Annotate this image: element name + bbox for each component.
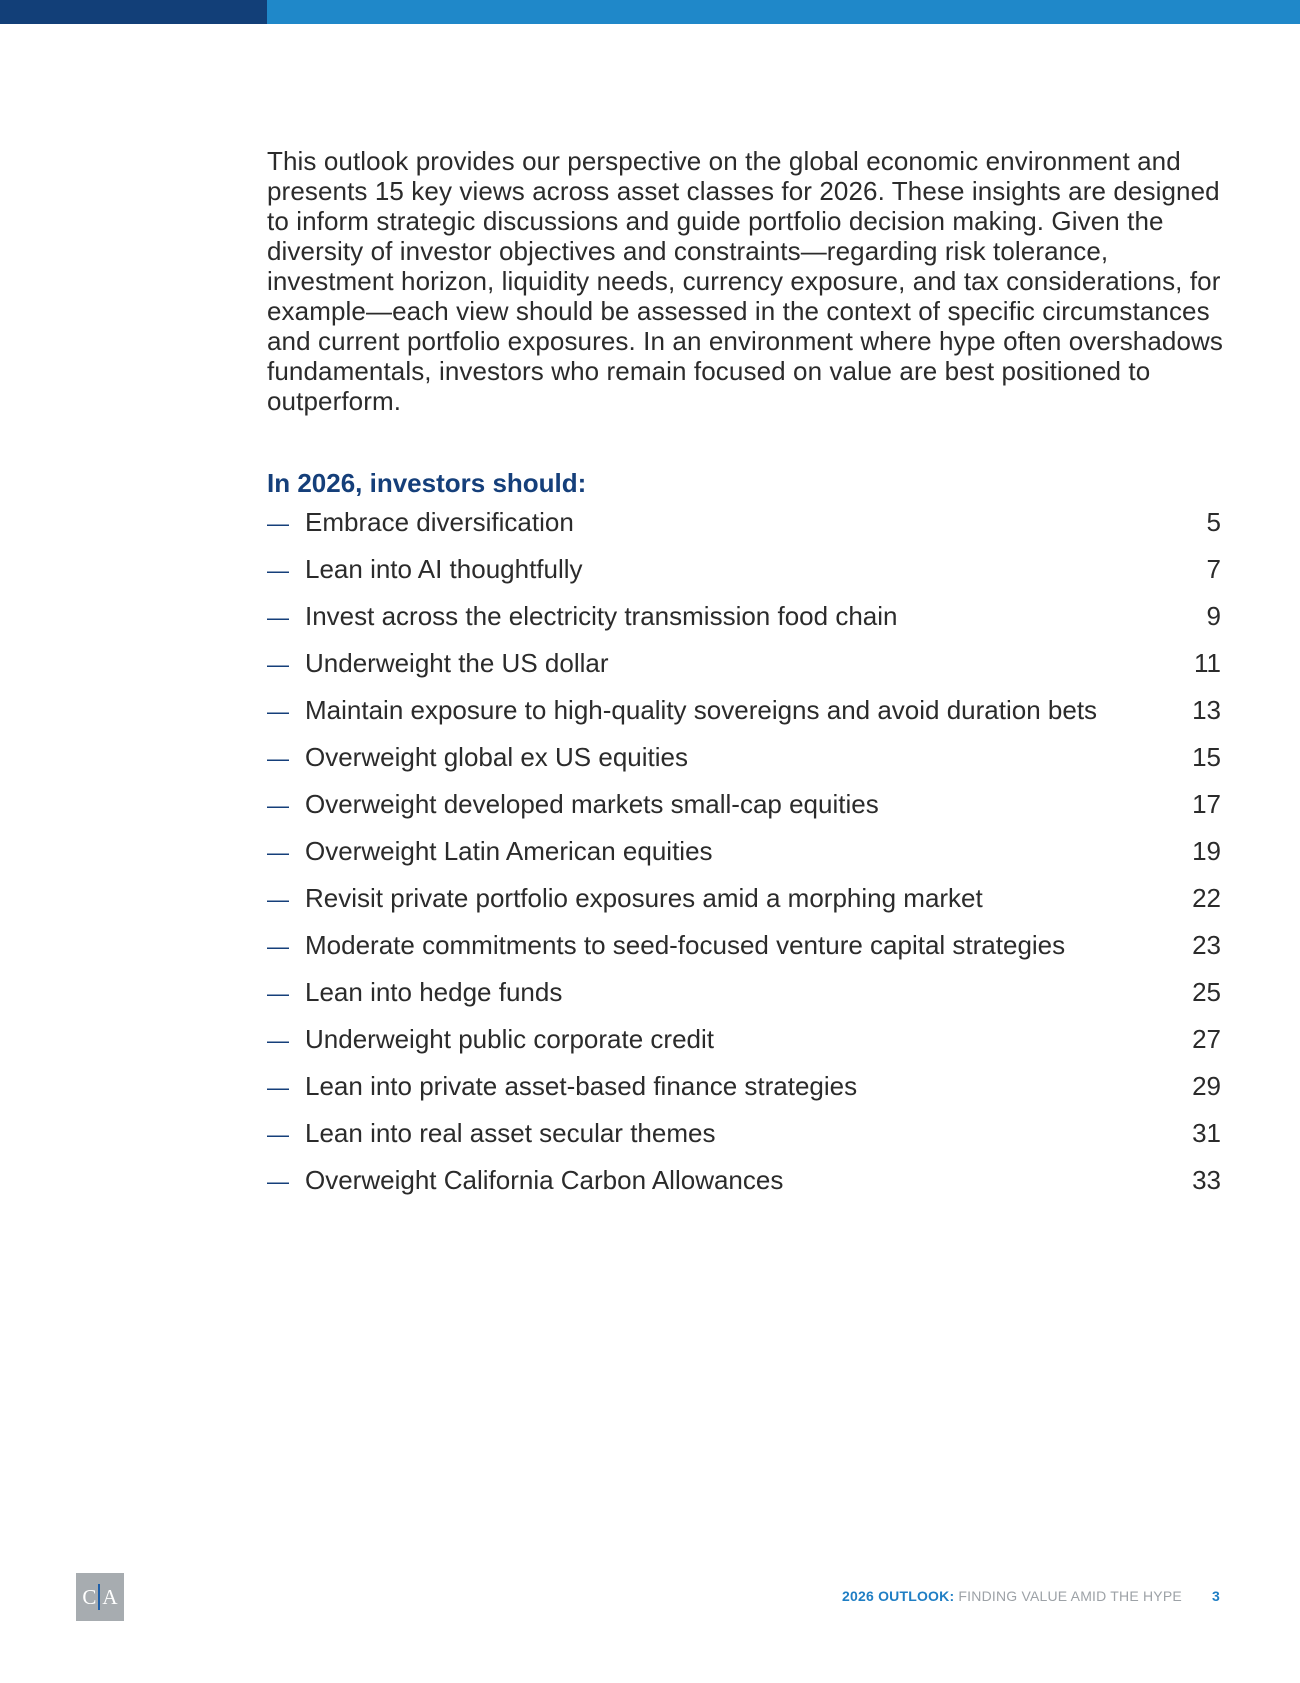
view-page-number: 9 — [1206, 601, 1221, 631]
view-page-number: 29 — [1192, 1071, 1221, 1101]
list-item[interactable] — [267, 507, 1221, 554]
header-accent-bar — [0, 0, 1300, 24]
list-item[interactable] — [267, 883, 1221, 930]
views-heading: In 2026, investors should: — [267, 468, 587, 498]
dash-bullet: — — [267, 1169, 289, 1194]
view-label: Underweight public corporate credit — [305, 1024, 714, 1054]
list-item[interactable] — [267, 1071, 1221, 1118]
list-item[interactable] — [267, 1024, 1221, 1071]
view-page-number: 7 — [1206, 554, 1221, 584]
dash-bullet: — — [267, 605, 289, 630]
dash-bullet: — — [267, 1028, 289, 1053]
view-label: Overweight Latin American equities — [305, 836, 713, 866]
key-views-list — [267, 507, 1221, 1212]
dash-bullet: — — [267, 981, 289, 1006]
dash-bullet: — — [267, 1122, 289, 1147]
list-item[interactable] — [267, 1165, 1221, 1212]
view-page-number: 5 — [1206, 507, 1221, 537]
view-page-number: 15 — [1192, 742, 1221, 772]
view-label: Underweight the US dollar — [305, 648, 609, 678]
view-label: Maintain exposure to high-quality sovereigns and avoid duration bets — [305, 695, 1098, 725]
ca-logo — [76, 1573, 124, 1621]
dash-bullet: — — [267, 1075, 289, 1100]
header-accent-bar-dark-segment — [0, 0, 267, 24]
view-page-number: 22 — [1192, 883, 1221, 913]
view-label: Overweight California Carbon Allowances — [305, 1165, 784, 1195]
list-item[interactable] — [267, 789, 1221, 836]
logo-divider — [98, 1584, 100, 1610]
view-label: Invest across the electricity transmission food chain — [305, 601, 898, 631]
view-page-number: 13 — [1192, 695, 1221, 725]
page-footer — [842, 1588, 1220, 1604]
view-label: Lean into real asset secular themes — [305, 1118, 716, 1148]
view-page-number: 27 — [1192, 1024, 1221, 1054]
dash-bullet: — — [267, 652, 289, 677]
view-page-number: 19 — [1192, 836, 1221, 866]
view-label: Moderate commitments to seed-focused venture capital strategies — [305, 930, 1066, 960]
logo-letter-right: A — [102, 1584, 118, 1609]
dash-bullet: — — [267, 934, 289, 959]
view-label: Lean into AI thoughtfully — [305, 554, 583, 584]
dash-bullet: — — [267, 511, 289, 536]
list-item[interactable] — [267, 742, 1221, 789]
intro-paragraph: This outlook provides our perspective on the global economic environment and presents 15 key views across asset classes for 2026. These insights are designed to inform strategic discussions and guide portfolio decision making. Given the diversity of investor objectives and constraints—regarding risk tolerance, investment horizon, liquidity needs, currency exposure, and tax considerations, for example—each view should be assessed in the context of specific circumstances and current portfolio exposures. In an environment where hype often overshadows fundamentals, investors who remain focused on value are best positioned to outperform. — [267, 146, 1224, 416]
view-page-number: 11 — [1194, 648, 1221, 678]
footer-subtitle: FINDING VALUE AMID THE HYPE — [958, 1588, 1182, 1604]
dash-bullet: — — [267, 887, 289, 912]
view-page-number: 25 — [1192, 977, 1221, 1007]
view-label: Lean into private asset-based finance strategies — [305, 1071, 858, 1101]
view-label: Embrace diversification — [305, 507, 574, 537]
logo-letter-left: C — [82, 1584, 97, 1609]
dash-bullet: — — [267, 793, 289, 818]
view-page-number: 17 — [1192, 789, 1221, 819]
dash-bullet: — — [267, 699, 289, 724]
dash-bullet: — — [267, 558, 289, 583]
view-label: Overweight global ex US equities — [305, 742, 688, 772]
view-label: Lean into hedge funds — [305, 977, 563, 1007]
list-item[interactable] — [267, 695, 1221, 742]
footer-brand: 2026 OUTLOOK: — [842, 1588, 955, 1604]
view-page-number: 31 — [1192, 1118, 1221, 1148]
view-page-number: 23 — [1192, 930, 1221, 960]
dash-bullet: — — [267, 840, 289, 865]
list-item[interactable] — [267, 836, 1221, 883]
list-item[interactable] — [267, 648, 1221, 695]
view-page-number: 33 — [1192, 1165, 1221, 1195]
page-number: 3 — [1212, 1588, 1220, 1604]
list-item[interactable] — [267, 601, 1221, 648]
list-item[interactable] — [267, 930, 1221, 977]
view-label: Overweight developed markets small-cap equities — [305, 789, 879, 819]
list-item[interactable] — [267, 977, 1221, 1024]
dash-bullet: — — [267, 746, 289, 771]
list-item[interactable] — [267, 554, 1221, 601]
view-label: Revisit private portfolio exposures amid a morphing market — [305, 883, 983, 913]
list-item[interactable] — [267, 1118, 1221, 1165]
